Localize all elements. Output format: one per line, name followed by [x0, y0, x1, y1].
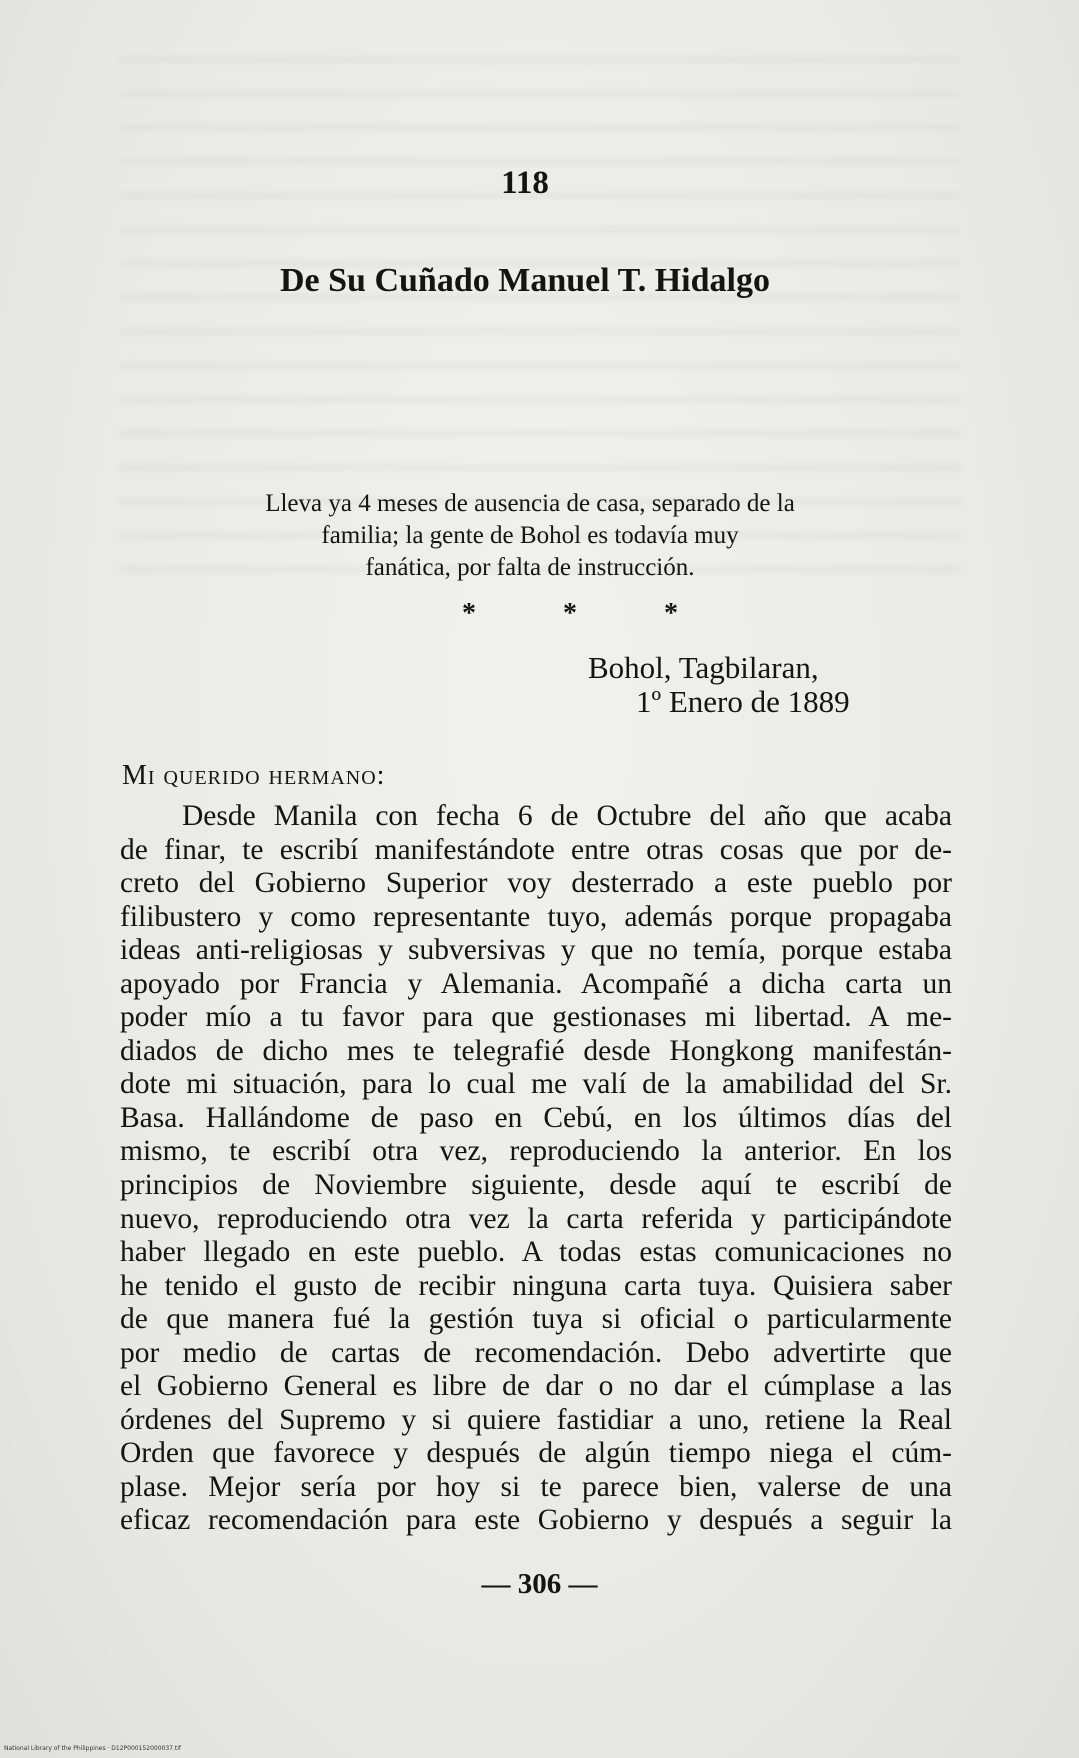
body-line: plase. Mejor sería por hoy si te parece bien, valerse de una — [120, 1470, 952, 1503]
body-line: dote mi situación, para lo cual me valí de la amabilidad del Sr. — [120, 1068, 952, 1101]
chapter-number: 118 — [501, 165, 549, 201]
body-line: por medio de cartas de recomendación. Debo advertirte que — [120, 1336, 952, 1369]
body-line: poder mío a tu favor para que gestionases mi libertad. A me- — [120, 1001, 952, 1034]
salutation: Mi querido hermano: — [122, 760, 386, 791]
summary-line: Lleva ya 4 meses de ausencia de casa, separado de la — [265, 490, 795, 517]
body-line: el Gobierno General es libre de dar o no dar el cúmplase a las — [120, 1370, 952, 1403]
section-separator: * * * — [462, 598, 718, 629]
body-line: filibustero y como representante tuyo, además porque propagaba — [120, 900, 952, 933]
summary-line: fanática, por falta de instrucción. — [365, 554, 695, 581]
scan-credit: National Library of the Philippines · D12P000152000037.tif — [4, 1745, 182, 1752]
body-line: eficaz recomendación para este Gobierno y después a seguir la — [120, 1504, 952, 1537]
body-line: creto del Gobierno Superior voy desterrado a este pueblo por — [120, 867, 952, 900]
page-number: — 306 — — [481, 1568, 598, 1600]
letter-place: Bohol, Tagbilaran, — [588, 650, 819, 685]
body-line: apoyado por Francia y Alemania. Acompañé a dicha carta un — [120, 967, 952, 1000]
letter-body — [120, 800, 952, 1538]
body-line: Basa. Hallándome de paso en Cebú, en los últimos días del — [120, 1101, 952, 1134]
chapter-title: De Su Cuñado Manuel T. Hidalgo — [280, 262, 770, 299]
body-line: nuevo, reproduciendo otra vez la carta referida y participándote — [120, 1202, 952, 1235]
body-line: Desde Manila con fecha 6 de Octubre del año que acaba — [182, 800, 952, 832]
body-line: de finar, te escribí manifestándote entre otras cosas que por de- — [120, 833, 952, 866]
body-line: he tenido el gusto de recibir ninguna carta tuya. Quisiera saber — [120, 1269, 952, 1302]
body-line: principios de Noviembre siguiente, desde aquí te escribí de — [120, 1169, 952, 1202]
letter-summary — [210, 488, 850, 584]
body-line: Orden que favorece y después de algún tiempo niega el cúm- — [120, 1437, 952, 1470]
body-line: haber llegado en este pueblo. A todas estas comunicaciones no — [120, 1236, 952, 1269]
letter-date: 1º Enero de 1889 — [636, 684, 850, 719]
body-line: ideas anti-religiosas y subversivas y que no temía, porque estaba — [120, 934, 952, 967]
body-line: de que manera fué la gestión tuya si oficial o particularmente — [120, 1303, 952, 1336]
body-line: mismo, te escribí otra vez, reproduciendo la anterior. En los — [120, 1135, 952, 1168]
body-line: diados de dicho mes te telegrafié desde Hongkong manifestán- — [120, 1034, 952, 1067]
body-line: órdenes del Supremo y si quiere fastidiar a uno, retiene la Real — [120, 1403, 952, 1436]
summary-line: familia; la gente de Bohol es todavía muy — [321, 522, 739, 549]
